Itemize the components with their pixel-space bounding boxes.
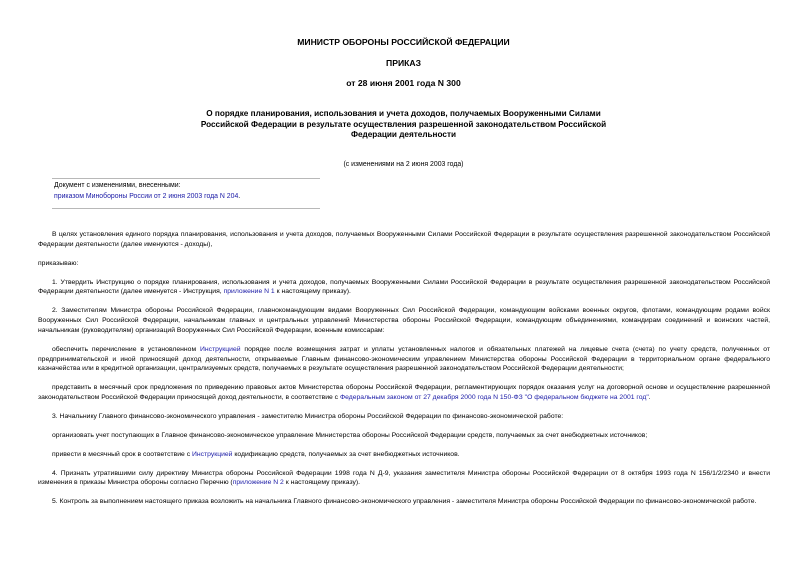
- item-4-text: 4. Признать утратившими силу директиву Министра обороны Российской Федерации 1998 года N Д-9, указания заместителя Министра обороны Российской Федерации от 8 октября 1993 года N 156/1/2/2340 и внести изменения в приказы Министра обороны согласно Перечню (: [38, 469, 770, 487]
- divider-top: [52, 178, 320, 179]
- paragraph-item-4: [38, 469, 770, 489]
- paragraph-preamble: В целях установления единого порядка планирования, использования и учета доходов, получаемых Вооруженными Силами Российской Федерации в результате осуществления разрешенной законодательством Российской Федерации деятельности (далее именуются - доходы),: [38, 231, 770, 248]
- appendix-1-link[interactable]: приложение N 1: [223, 288, 275, 296]
- item-2a-text: обеспечить перечисление в установленном: [52, 345, 201, 353]
- appendix-2-link[interactable]: приложение N 2: [232, 479, 284, 487]
- divider-bottom: [52, 208, 320, 209]
- item-3b-text: привести в месячный срок в соответствие с: [52, 450, 192, 458]
- instruction-link[interactable]: Инструкцией: [200, 345, 241, 353]
- doc-note-label: Документ с изменениями, внесенными:: [54, 182, 181, 189]
- subject-heading: О порядке планирования, использования и учета доходов, получаемых Вооруженными Силами Российской Федерации в результате осуществления разрешенной законодательством Российской Федерации деятельности: [200, 109, 607, 139]
- paragraph-item-3: 3. Начальнику Главного финансово-экономического управления - заместителю Министра обороны Российской Федерации по финансово-экономической работе:: [52, 412, 564, 420]
- amending-order-link[interactable]: приказом Минобороны России от 2 июня 2003 года N 204: [54, 192, 239, 200]
- order-body: [38, 230, 770, 507]
- item-4-text-end: к настоящему приказу).: [283, 479, 361, 487]
- instruction-link-2[interactable]: Инструкцией: [191, 450, 233, 458]
- paragraph-item-3-b: [38, 450, 770, 460]
- paragraph-order-word: приказываю:: [38, 259, 79, 267]
- doc-note: [54, 181, 240, 202]
- paragraph-item-2-b: [38, 383, 770, 403]
- item-3b-text-end: кодификацию средств, получаемых за счет внебюджетных источников.: [232, 450, 460, 458]
- item-1-text-end: к настоящему приказу).: [274, 288, 351, 296]
- paragraph-item-5: 5. Контроль за выполнением настоящего приказа возложить на начальника Главного финансово-экономического управления - заместителя Министра обороны Российской Федерации по финансово-экономической работе.: [52, 498, 757, 506]
- federal-law-link[interactable]: Федеральным законом от 27 декабря 2000 года N 150-ФЗ "О федеральном бюджете на 2001 год": [339, 394, 649, 402]
- doc-type-heading: ПРИКАЗ: [386, 58, 421, 68]
- paragraph-item-2-a: [38, 345, 770, 375]
- date-number-heading: от 28 июня 2001 года N 300: [346, 78, 461, 88]
- doc-note-line: [54, 192, 240, 203]
- item-2b-text-end: .: [648, 394, 651, 402]
- amendments-note: (с изменениями на 2 июня 2003 года): [343, 161, 464, 168]
- item-2a-text-end: порядке после возмещения затрат и уплаты установленных налогов и обязательных платежей на лицевые счета (счета) по учету средств, полученных от предпринимательской и иной приносящей доход деятельности, открываемые Главным финансово-экономическим управлением Министерства обороны Российской Федерации в территориальном органе федерального казначейства или в кредитной организации, централизуемых средств, получаемых в результате осуществления разрешенной законодательством Российской Федерации деятельности;: [38, 345, 770, 373]
- paragraph-item-3-a: организовать учет поступающих в Главное финансово-экономическое управление Министерства обороны Российской Федерации средств, получаемых за счет внебюджетных источников;: [52, 431, 648, 439]
- paragraph-item-1: [38, 278, 770, 298]
- paragraph-item-2: 2. Заместителям Министра обороны Российской Федерации, главнокомандующим видами Вооруженных Сил Российской Федерации, командующим войсками военных округов, флотами, командующим родами войск Вооруженных Сил Российской Федерации, начальникам главных и центральных управлений Министерства обороны Российской Федерации, командующим объединениями, командирам соединений и воинских частей, начальникам (руководителям) организаций Вооруженных Сил Российской Федерации, военным комиссарам:: [38, 307, 770, 334]
- item-2b-text: представить в месячный срок предложения по приведению правовых актов Министерства обороны Российской Федерации, регламентирующих порядок оказания услуг на договорной основе и осуществление разрешенной законодательством Российской Федерации приносящей доход деятельности, в соответствие с: [38, 384, 770, 402]
- item-1-text: 1. Утвердить Инструкцию о порядке планирования, использования и учета доходов, получаемых Вооруженными Силами Российской Федерации в результате осуществления разрешенной законодательством Российской Федерации деятельности (далее именуется - Инструкция,: [38, 278, 770, 296]
- doc-note-suffix: .: [238, 192, 241, 200]
- ministry-heading: МИНИСТР ОБОРОНЫ РОССИЙСКОЙ ФЕДЕРАЦИИ: [297, 37, 510, 47]
